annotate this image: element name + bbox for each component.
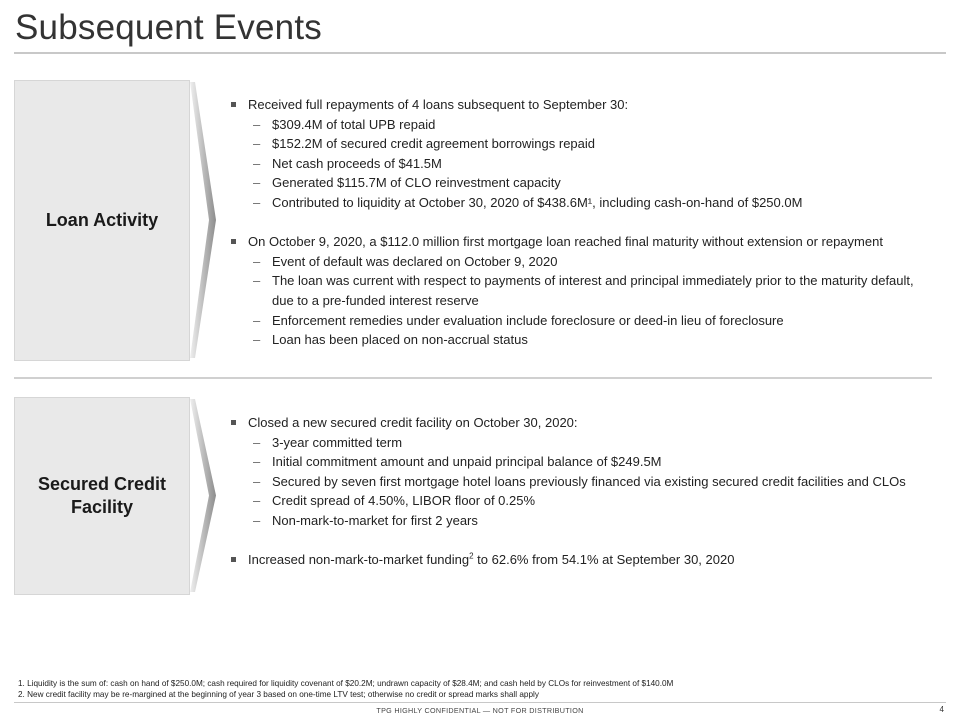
loan-activity-content [230, 95, 930, 350]
loan-activity-label: Loan Activity [45, 210, 159, 230]
bullet-item [230, 550, 930, 570]
sub-bullet-item: – Enforcement remedies under evaluation include foreclosure or deed-in lieu of foreclosure [230, 311, 930, 331]
page-title: Subsequent Events [15, 8, 322, 47]
secured-credit-label-line1: Secured Credit [37, 474, 167, 494]
sub-bullet-item: – Contributed to liquidity at October 30, 2020 of $438.6M¹, including cash-on-hand of $250.0M [230, 193, 930, 213]
section-divider [14, 377, 932, 379]
bullet-item: On October 9, 2020, a $112.0 million first mortgage loan reached final maturity without extension or repayment [230, 232, 930, 252]
loan-activity-label-box [14, 80, 190, 361]
footnote-1: 1. Liquidity is the sum of: cash on hand of $250.0M; cash required for liquidity covenant of $20.2M; undrawn capacity of $28.4M; and cash held by CLOs for reinvestment of $140.0M [18, 679, 674, 688]
sub-bullet-item: – The loan was current with respect to payments of interest and principal immediately prior to the maturity default, due to a pre-funded interest reserve [230, 271, 930, 310]
sub-bullet-item: – Credit spread of 4.50%, LIBOR floor of 0.25% [230, 491, 930, 511]
page-number: 4 [939, 705, 944, 714]
confidential-notice: TPG HIGHLY CONFIDENTIAL — NOT FOR DISTRIBUTION [376, 706, 584, 715]
sub-bullet-item: – 3-year committed term [230, 433, 930, 453]
footer-divider [14, 702, 946, 703]
sub-bullet-item: – Loan has been placed on non-accrual status [230, 330, 930, 350]
sub-bullet-item: – Non-mark-to-market for first 2 years [230, 511, 930, 531]
sub-bullet-item: – Initial commitment amount and unpaid principal balance of $249.5M [230, 452, 930, 472]
secured-credit-chevron-icon [190, 399, 218, 592]
sub-bullet-item: – Net cash proceeds of $41.5M [230, 154, 930, 174]
footnotes [18, 679, 918, 700]
secured-credit-content [230, 413, 930, 570]
secured-credit-label-line2: Facility [70, 497, 133, 517]
sub-bullet-item: – $309.4M of total UPB repaid [230, 115, 930, 135]
footnote-2: 2. New credit facility may be re-margined at the beginning of year 3 based on one-time LTV test; otherwise no credit or spread marks shall apply [18, 689, 539, 699]
sub-bullet-item: – Event of default was declared on October 9, 2020 [230, 252, 930, 272]
bullet-text-post: to 62.6% from 54.1% at September 30, 2020 [473, 552, 735, 568]
secured-credit-label-box [14, 397, 190, 595]
sub-bullet-item: – $152.2M of secured credit agreement borrowings repaid [230, 134, 930, 154]
bullet-text-pre: Increased non-mark-to-market funding [248, 552, 470, 568]
bullet-item: Closed a new secured credit facility on October 30, 2020: [230, 413, 930, 433]
title-divider [14, 52, 946, 54]
footnote-ref: 2 [469, 551, 474, 561]
sub-bullet-item: – Generated $115.7M of CLO reinvestment capacity [230, 173, 930, 193]
bullet-item: Received full repayments of 4 loans subsequent to September 30: [230, 95, 930, 115]
loan-activity-chevron-icon [190, 82, 218, 358]
sub-bullet-item: – Secured by seven first mortgage hotel loans previously financed via existing secured credit facilities and CLOs [230, 472, 930, 492]
